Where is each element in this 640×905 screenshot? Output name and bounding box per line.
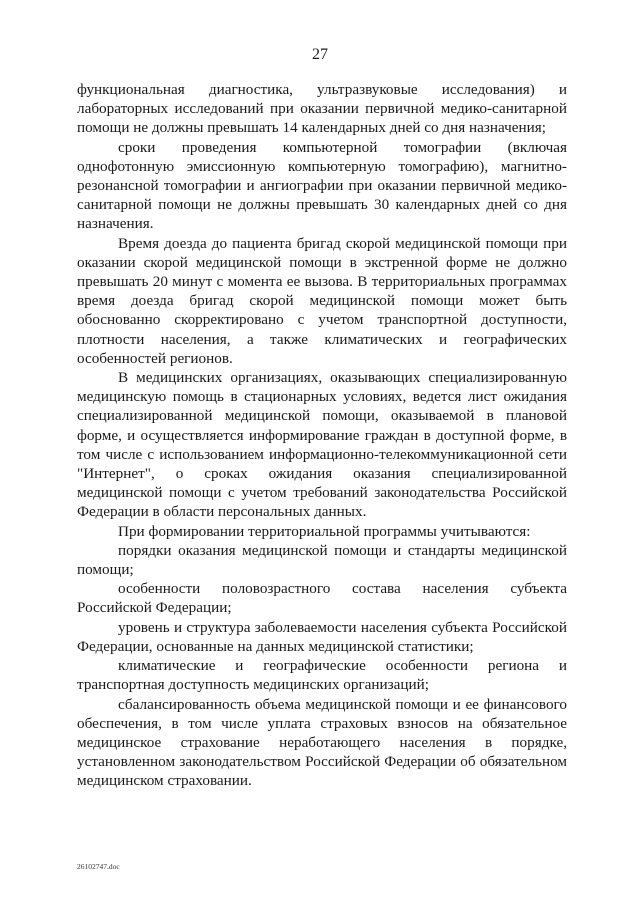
list-item-climate-geography: климатические и географические особенности региона и транспортная доступность медицинских организаций; xyxy=(77,657,567,694)
paragraph-waiting-list: В медицинских организациях, оказывающих специализированную медицинскую помощь в стационарных условиях, ведется лист ожидания специализированной медицинской помощи, оказываемой в плановой форме, и осуществляется информирование граждан в доступной форме, в том числе с использованием информационно-телекоммуникационной сети "Интернет", о сроках ожидания оказания специализированной медицинской помощи с учетом требований законодательства Российской Федерации в области персональных данных. xyxy=(77,369,567,521)
paragraph-ct-mri-deadlines: сроки проведения компьютерной томографии (включая однофотонную эмиссионную компьютерную томографию), магнитно-резонансной томографии и ангиографии при оказании первичной медико-санитарной помощи не должны превышать 30 календарных дней со дня назначения. xyxy=(77,138,567,233)
paragraph-diagnostics-continuation: функциональная диагностика, ультразвуковые исследования) и лабораторных исследований при оказании первичной медико-санитарной помощи не должны превышать 14 календарных дней со дня назначения; xyxy=(77,81,567,137)
list-item-procedures-standards: порядки оказания медицинской помощи и стандарты медицинской помощи; xyxy=(77,541,567,579)
document-body xyxy=(77,80,567,791)
list-item-age-sex-composition: особенности половозрастного состава населения субъекта Российской Федерации; xyxy=(77,580,567,617)
paragraph-ambulance-arrival-time: Время доезда до пациента бригад скорой медицинской помощи при оказании скорой медицинской помощи в экстренной форме не должно превышать 20 минут с момента ее вызова. В территориальных программах время доезда бригад скорой медицинской помощи может быть обоснованно скорректировано с учетом транспортной доступности, плотности населения, а также климатических и географических особенностей регионов. xyxy=(77,234,567,367)
page-number: 27 xyxy=(312,46,328,63)
list-item-morbidity-structure: уровень и структура заболеваемости населения субъекта Российской Федерации, основанные на данных медицинской статистики; xyxy=(77,618,567,655)
paragraph-program-factors-intro: При формировании территориальной программы учитываются: xyxy=(118,522,531,540)
list-item-financial-balance: сбалансированность объема медицинской помощи и ее финансового обеспечения, в том числе уплата страховых взносов на обязательное медицинское страхование неработающего населения в порядке, установленном законодательством Российской Федерации об обязательном медицинском страховании. xyxy=(77,695,567,790)
footer-filename: 26102747.doc xyxy=(77,862,120,871)
